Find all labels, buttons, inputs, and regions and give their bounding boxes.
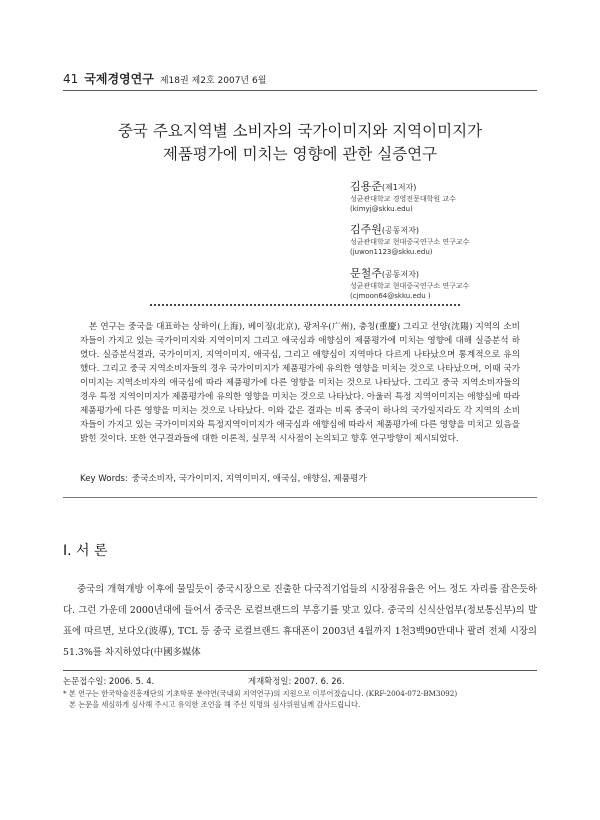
body-paragraph: 중국의 개혁개방 이후에 물밀듯이 중국시장으로 진출한 다국적기업들의 시장점유율은 어느 정도 자리를 잡은듯하다. 그런 가운데 2000년대에 들어서 중국은 로컬브랜드의 부흥기를 맞고 있다. 중국의 신식산업부(정보통신부)의 발표에 따르면, 보다오(波導), TCL 등 중국 로컬브랜드 휴대폰이 2003년 4월까지 1천3백90만대나 팔려 전체 시장의 51.3%를 차지하였다(中國多媒体 (63, 584, 537, 658)
author-block-1 (350, 175, 550, 214)
author-affiliation: 성균관대학교 현대중국연구소 연구교수 (350, 282, 470, 290)
journal-name: 국제경영연구 (84, 72, 154, 86)
title-line-2: 제품평가에 미치는 영향에 관한 실증연구 (162, 145, 438, 163)
author-email: (juwon1123@skku.edu) (350, 248, 433, 256)
author-role: (공동저자) (381, 226, 420, 235)
keywords (80, 472, 520, 484)
keywords-values: 중국소비자, 국가이미지, 지역이미지, 애국심, 애향심, 제품평가 (131, 474, 367, 484)
author-name: 김주원 (350, 223, 382, 236)
section-heading: Ⅰ. 서 론 (63, 543, 108, 559)
accepted-date: 게재확정일: 2007. 6. 26. (248, 676, 345, 686)
author-block-3 (350, 262, 550, 301)
section-rule (63, 497, 537, 498)
funding-note: * 본 연구는 한국학술진흥재단의 기초학문 분야연(국내외 지역연구)의 지원으로 이루어졌습니다. (KRF-2004-072-BM3092) (63, 689, 458, 698)
footnote-notes (63, 688, 537, 710)
footnote-rule (63, 670, 537, 671)
issue-info: 제18권 제2호 2007년 6월 (159, 76, 267, 86)
author-role: (제1저자) (381, 183, 417, 192)
keywords-label: Key Words: (80, 474, 128, 484)
author-name: 김용준 (350, 180, 382, 193)
paper-title (60, 120, 540, 166)
page-number: 41 (63, 72, 79, 86)
running-header (63, 70, 543, 88)
dotted-separator (150, 304, 460, 306)
footnote-dates (63, 675, 537, 687)
acknowledgement-note: 본 논문을 세심하게 심사해 주시고 유익한 조언을 해 주신 익명의 심사위원님께 감사드립니다. (69, 700, 361, 709)
title-line-1: 중국 주요지역별 소비자의 국가이미지와 지역이미지가 (117, 122, 483, 140)
author-email: (cjmoon64@skku.edu ) (350, 292, 431, 300)
author-block-2 (350, 218, 550, 257)
author-email: (kimyj@skku.edu) (350, 205, 413, 213)
abstract-text: 본 연구는 중국을 대표하는 상하이(上海), 베이징(北京), 광저우(广州), 충칭(重慶) 그리고 선양(沈陽) 지역의 소비자들이 가지고 있는 국가이미지와 지역이미지 그리고 애국심과 애향심이 제품평가에 미치는 영향에 대해 실증분석 하였다. 실증분석결과, 국가이미지, 지역이미지, 애국심, 그리고 애향심이 지역마다 다르게 나타났으며 통계적으로 유의했다. 그리고 중국 지역소비자들의 경우 국가이미지가 제품평가에 유의한 영향을 미치는 것으로 나타났으며, 이때 국가이미지는 지역소비자의 애국심에 따라 제품평가에 다른 영향을 미치는 것으로 나타났다. 그리고 중국 지역소비자들의 경우 특정 지역이미지가 제품평가에 유의한 영향을 미치는 것으로 나타났다. 아울러 특정 지역이미지는 애향심에 따라 제품평가에 다른 영향을 미치는 것으로 나타났다. 이와 같은 결과는 비록 중국이 하나의 국가일지라도 각 지역의 소비자들이 가지고 있는 국가이미지와 특정지역이미지가 애국심과 애향심에 따라서 제품평가에 다른 영향을 미치고 있음을 밝힌 것이다. 또한 연구결과들에 대한 이론적, 실무적 시사점이 논의되고 향후 연구방향이 제시되었다. (80, 322, 520, 444)
received-date: 논문접수일: 2006. 5. 4. (63, 676, 155, 686)
author-affiliation: 성균관대학교 현대중국연구소 연구교수 (350, 238, 470, 246)
author-affiliation: 성균관대학교 경영전문대학원 교수 (350, 195, 456, 203)
author-role: (공동저자) (381, 270, 420, 279)
author-name: 문철주 (350, 267, 382, 280)
header-rule (63, 90, 537, 91)
